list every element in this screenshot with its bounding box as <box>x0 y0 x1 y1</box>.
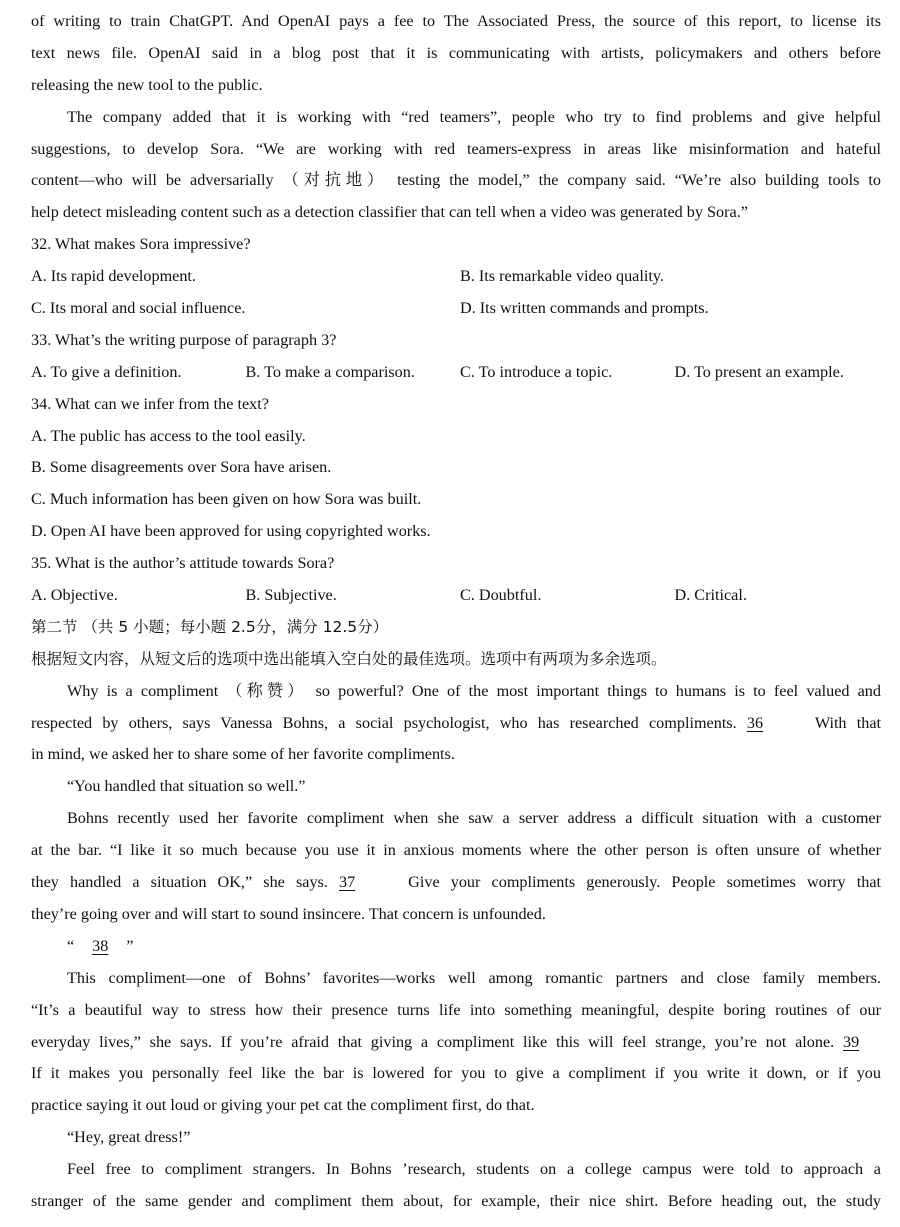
option: B. Subjective. <box>245 586 337 605</box>
question-stem: 35. What is the author’s attitude towards Sora? <box>31 554 335 573</box>
option-row <box>31 261 881 293</box>
option: C. Doubtful. <box>460 586 542 605</box>
question-stem: 33. What’s the writing purpose of paragraph 3? <box>31 330 337 349</box>
passage-line: they’re going over and will start to sound insincere. That concern is unfounded. <box>31 904 546 923</box>
blank-38: 38 <box>92 936 109 955</box>
option: C. Much information has been given on how Sora was built. <box>31 490 422 509</box>
section-heading: 第二节 （共 5 小题；每小题 2.5分，满分 12.5分） <box>31 617 389 636</box>
option: A. Its rapid development. <box>31 267 196 286</box>
passage-line: everyday lives,” she says. If you’re afraid that giving a compliment like this will feel strange, you’re not alone. 39 <box>31 1027 881 1059</box>
passage-line: Bohns recently used her favorite compliment when she saw a server address a difficult situation with a customer <box>67 809 881 828</box>
option: D. Critical. <box>674 586 747 605</box>
passage-line: practice saying it out loud or giving your pet cat the compliment first, do that. <box>31 1096 535 1115</box>
passage-line: suggestions, to develop Sora. “We are working with red teamers-express in areas like misinformation and hateful <box>31 139 881 158</box>
option: C. Its moral and social influence. <box>31 299 246 318</box>
passage-line: If it makes you personally feel like the bar is lowered for you to give a compliment if you write it down, or if you <box>31 1064 881 1083</box>
passage-line: help detect misleading content such as a detection classifier that can tell when a video was generated by Sora.” <box>31 203 748 222</box>
quote-line: “You handled that situation so well.” <box>67 777 306 796</box>
option: D. Open AI have been approved for using copyrighted works. <box>31 522 431 541</box>
question-stem: 34. What can we infer from the text? <box>31 394 269 413</box>
option-row <box>31 580 881 612</box>
blank-39: 39 <box>843 1032 860 1051</box>
passage-line: stranger of the same gender and compliment them about, for example, their nice shirt. Before heading out, the study <box>31 1191 881 1210</box>
blank-37: 37 <box>339 873 356 892</box>
passage-line: respected by others, says Vanessa Bohns, a social psychologist, who has researched compliments. 36 With that <box>31 708 881 740</box>
option: D. Its written commands and prompts. <box>460 299 709 318</box>
option: A. To give a definition. <box>31 362 182 381</box>
passage-line: of writing to train ChatGPT. And OpenAI pays a fee to The Associated Press, the source of this report, to license its <box>31 12 881 30</box>
option-row <box>31 293 881 325</box>
passage-line: releasing the new tool to the public. <box>31 75 263 94</box>
question-stem: 32. What makes Sora impressive? <box>31 235 251 254</box>
section-instruction: 根据短文内容，从短文后的选项中选出能填入空白处的最佳选项。选项中有两项为多余选项。 <box>31 649 667 668</box>
option: A. Objective. <box>31 586 118 605</box>
passage-line: The company added that it is working with “red teamers”, people who try to find problems and give helpful <box>67 107 881 126</box>
passage-line: Feel free to compliment strangers. In Bohns ’research, students on a college campus were told to approach a <box>67 1160 881 1179</box>
passage-line: at the bar. “I like it so much because you use it in anxious moments where the other person is often unsure of whether <box>31 841 881 860</box>
passage-line: content—who will be adversarially （对抗地） testing the model,” the company said. “We’re also building tools to <box>31 171 881 190</box>
passage-line: text news file. OpenAI said in a blog post that it is communicating with artists, policymakers and others before <box>31 43 881 62</box>
option: A. The public has access to the tool easily. <box>31 426 306 445</box>
option: B. Some disagreements over Sora have arisen. <box>31 458 332 477</box>
option: B. To make a comparison. <box>245 362 415 381</box>
option-row <box>31 357 881 389</box>
passage-line: Why is a compliment （称赞） so powerful? One of the most important things to humans is to feel valued and <box>67 681 881 700</box>
option: B. Its remarkable video quality. <box>460 267 664 286</box>
quote-line: “Hey, great dress!” <box>67 1128 191 1147</box>
blank-36: 36 <box>746 713 764 732</box>
passage-line: they handled a situation OK,” she says. 37 Give your compliments generously. People sometimes worry that <box>31 867 881 899</box>
document-page <box>31 6 881 1218</box>
passage-line: in mind, we asked her to share some of her favorite compliments. <box>31 745 455 764</box>
passage-line: This compliment—one of Bohns’ favorites—works well among romantic partners and close family members. <box>67 968 881 987</box>
option: C. To introduce a topic. <box>460 362 613 381</box>
passage-line: “It’s a beautiful way to stress how their presence turns life into something meaningful, despite boring routines of our <box>31 1000 881 1019</box>
quote-line: “ 38 ” <box>31 931 881 963</box>
option: D. To present an example. <box>674 362 844 381</box>
